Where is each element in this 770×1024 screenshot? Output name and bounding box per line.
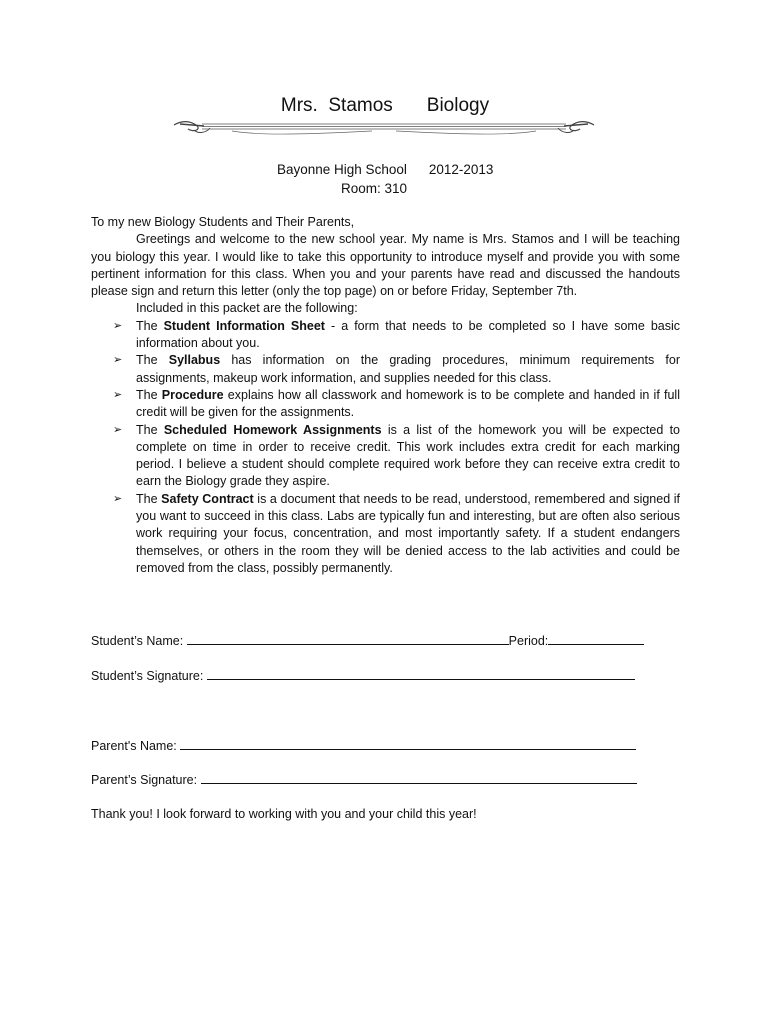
list-item: ➢ The Syllabus has information on the grading procedures, minimum requirements for assignments, makeup work information, and supplies needed for this class.	[113, 353, 681, 385]
ornamental-divider	[172, 116, 596, 138]
subject-name: Biology	[426, 95, 490, 116]
list-item: ➢ The Scheduled Homework Assignments is a list of the homework you will be expected to complete on time in order to receive credit. This work includes extra credit for each marking period. I believe a student should complete required work before they can receive extra credit to earn the Biology grade they aspire.	[113, 422, 680, 489]
arrow-bullet-icon: ➢	[113, 492, 123, 505]
student-signature-field	[91, 667, 635, 685]
list-item: ➢ The Safety Contract is a document that needs to be read, understood, remembered and signed if you want to succeed in this class. Labs are typically fun and interesting, but are often also serious work requiring your focus, concentration, and most importantly safety. If a student endangers themselves, or others in the room they will be denied access to the lab activities and could be removed from the class, possibly permanently.	[113, 491, 681, 575]
arrow-bullet-icon: ➢	[113, 388, 123, 401]
student-signature-label: Student’s Signature:	[91, 669, 207, 683]
room-number: Room: 310	[341, 181, 408, 196]
salutation: To my new Biology Students and Their Parents,	[91, 215, 355, 229]
parent-signature-input[interactable]	[201, 771, 637, 784]
parent-name-field	[91, 737, 636, 755]
student-signature-input[interactable]	[207, 667, 635, 680]
list-item: ➢ The Procedure explains how all classwork and homework is to be complete and handed in if full credit will be given for the assignments.	[113, 387, 680, 420]
arrow-bullet-icon: ➢	[113, 319, 123, 332]
packet-items-list	[91, 318, 680, 577]
parent-signature-field	[91, 771, 637, 789]
closing-line: Thank you! I look forward to working with you and your child this year!	[91, 807, 477, 821]
period-input[interactable]	[548, 632, 644, 645]
list-item: ➢ The Student Information Sheet - a form that needs to be completed so I have some basic information about you.	[113, 318, 681, 351]
student-name-field	[91, 632, 644, 650]
school-line	[277, 161, 493, 179]
intro-paragraph: Greetings and welcome to the new school year. My name is Mrs. Stamos and I will be teaching you biology this year. I would like to take this opportunity to introduce myself and provide you with some pertinent information for this class. When you and your parents have read and discussed the handouts please sign and return this letter (only the top page) on or before Friday, September 7th.	[91, 232, 680, 299]
parent-signature-label: Parent’s Signature:	[91, 773, 201, 787]
arrow-bullet-icon: ➢	[113, 354, 123, 367]
student-name-label: Student’s Name:	[91, 634, 187, 648]
parent-name-input[interactable]	[180, 737, 636, 750]
packet-contents-heading: Included in this packet are the following:	[136, 301, 358, 316]
teacher-name: Mrs. Stamos	[280, 95, 393, 116]
period-label: Period:	[508, 634, 549, 648]
school-year: 2012-2013	[428, 162, 494, 177]
letter-body	[91, 214, 680, 577]
parent-name-label: Parent's Name:	[91, 739, 181, 753]
arrow-bullet-icon: ➢	[113, 423, 123, 436]
school-name: Bayonne High School	[277, 162, 407, 177]
student-name-input[interactable]	[187, 632, 509, 645]
